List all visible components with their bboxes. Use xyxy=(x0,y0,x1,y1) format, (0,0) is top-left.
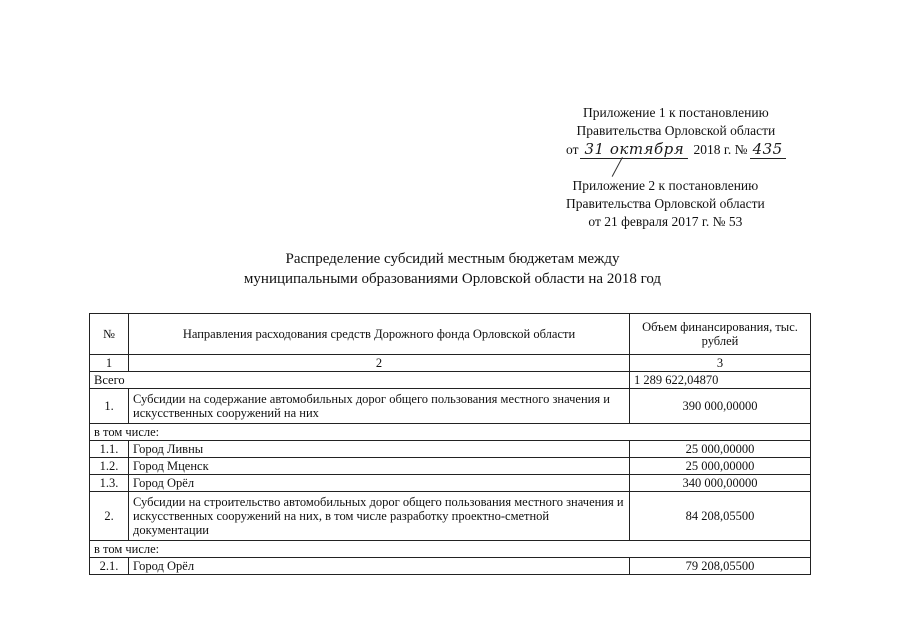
including-row-1 xyxy=(90,424,811,441)
row-1-2-text: Город Мценск xyxy=(129,458,630,475)
row-1-value: 390 000,00000 xyxy=(630,389,811,424)
including-label-2: в том числе: xyxy=(90,541,811,558)
row-1-1-num: 1.1. xyxy=(90,441,129,458)
header-direction: Направления расходования средств Дорожного фонда Орловской области xyxy=(129,314,630,355)
row-1-num: 1. xyxy=(90,389,129,424)
including-label-1: в том числе: xyxy=(90,424,811,441)
including-row-2 xyxy=(90,541,811,558)
row-1-1-value: 25 000,00000 xyxy=(630,441,811,458)
annex-1-line-1: Приложение 1 к постановлению xyxy=(583,105,769,120)
title-line-2: муниципальными образованиями Орловской области на 2018 год xyxy=(243,271,662,287)
row-2-value: 84 208,05500 xyxy=(630,492,811,541)
row-1-3-num: 1.3. xyxy=(90,475,129,492)
table-header-row xyxy=(90,314,811,355)
annex-1-block xyxy=(566,104,786,159)
annex-1-prefix: от xyxy=(566,142,579,157)
index-cell-1: 1 xyxy=(90,355,129,372)
annex-1-line-3 xyxy=(566,140,786,159)
row-1-3-text: Город Орёл xyxy=(129,475,630,492)
row-1-3-value: 340 000,00000 xyxy=(630,475,811,492)
row-1-2-num: 1.2. xyxy=(90,458,129,475)
row-1-text: Субсидии на содержание автомобильных дорог общего пользования местного значения и искусственных сооружений на них xyxy=(129,389,630,424)
header-amount: Объем финансирования, тыс. рублей xyxy=(630,314,811,355)
table-row xyxy=(90,389,811,424)
total-row xyxy=(90,372,811,389)
handwritten-number: 435 xyxy=(750,140,786,159)
index-cell-3: 3 xyxy=(630,355,811,372)
annex-2-line-3: от 21 февраля 2017 г. № 53 xyxy=(588,214,743,229)
row-1-2-value: 25 000,00000 xyxy=(630,458,811,475)
title-line-1: Распределение субсидий местным бюджетам между xyxy=(285,251,620,267)
table-index-row xyxy=(90,355,811,372)
row-2-1-text: Город Орёл xyxy=(129,558,630,575)
document-title xyxy=(0,249,905,289)
row-2-1-num: 2.1. xyxy=(90,558,129,575)
table-row xyxy=(90,492,811,541)
annex-2-line-1: Приложение 2 к постановлению xyxy=(572,178,759,193)
annex-2-block xyxy=(566,177,765,231)
table-row xyxy=(90,558,811,575)
index-cell-2: 2 xyxy=(129,355,630,372)
annex-2-line-2: Правительства Орловской области xyxy=(566,196,765,211)
table-row xyxy=(90,458,811,475)
row-2-num: 2. xyxy=(90,492,129,541)
table-row xyxy=(90,441,811,458)
total-label: Всего xyxy=(90,372,630,389)
pen-stroke xyxy=(612,157,623,177)
row-1-1-text: Город Ливны xyxy=(129,441,630,458)
header-num: № xyxy=(90,314,129,355)
annex-1-line-2: Правительства Орловской области xyxy=(576,123,776,138)
total-value: 1 289 622,04870 xyxy=(630,372,811,389)
subsidy-table xyxy=(89,313,811,575)
handwritten-date: 31 октября xyxy=(580,140,688,159)
row-2-text: Субсидии на строительство автомобильных дорог общего пользования местного значения и искусственных сооружений на них, в том числе разработку проектно-сметной документации xyxy=(129,492,630,541)
annex-1-year: 2018 г. № xyxy=(693,142,748,157)
table-row xyxy=(90,475,811,492)
row-2-1-value: 79 208,05500 xyxy=(630,558,811,575)
